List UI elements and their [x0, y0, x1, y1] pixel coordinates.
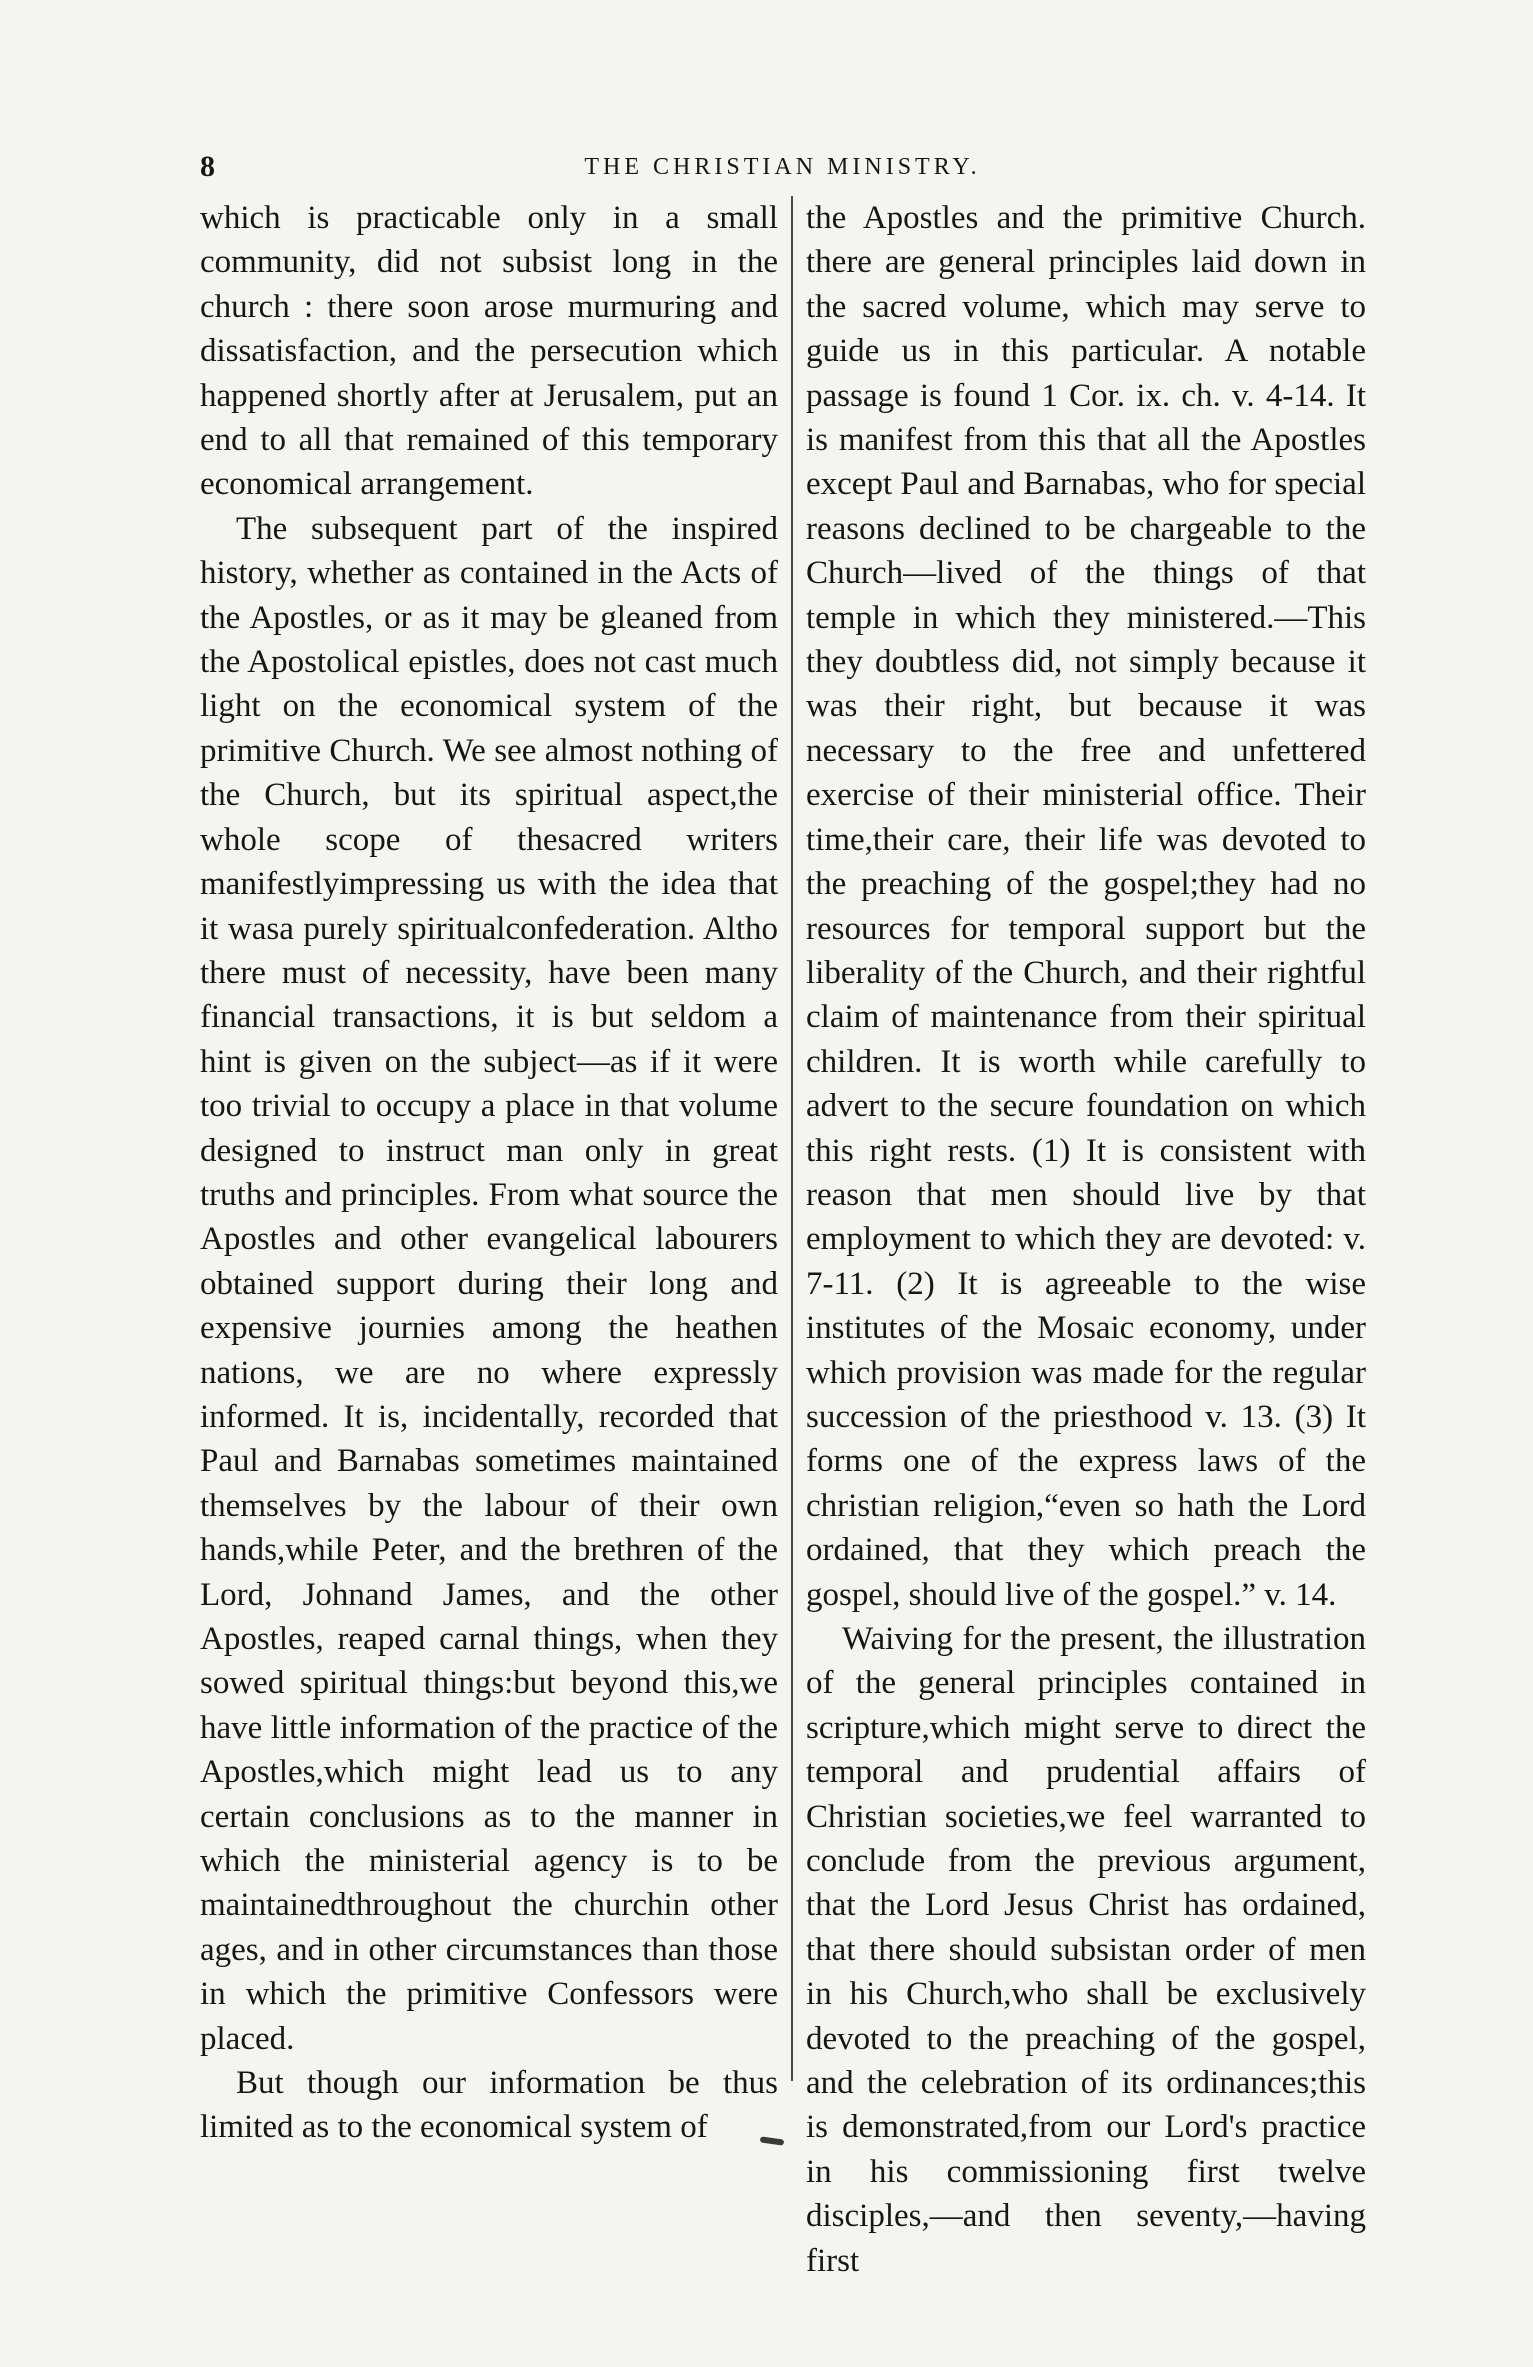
left-paragraph-2: The subsequent part of the inspired history, whether as contained in the Acts of the Apostles, or as it may be gleaned from the Apostolical epistles, does not cast much light on the economical system of the primitive Church. We see almost nothing of the Church, but its spiritual aspect,the whole scope of thesacred writers manifestlyimpressing us with the idea that it wasa purely spiritualconfederation. Altho there must of necessity, have been many financial transactions, it is but seldom a hint is given on the subject—as if it were too trivial to occupy a place in that volume designed to instruct man only in great truths and principles. From what source the Apostles and other evangelical labourers obtained support during their long and expensive journies among the heathen nations, we are no where expressly informed. It is, incidentally, recorded that Paul and Barnabas sometimes maintained themselves by the labour of their own hands,while Peter, and the brethren of the Lord, Johnand James, and the other Apostles, reaped carnal things, when they sowed spiritual things:but beyond this,we have little information of the practice of the Apostles,which might lead us to any certain conclusions as to the manner in which the ministerial agency is to be maintainedthroughout the churchin other ages, and in other circumstances than those in which the primitive Confessors were placed.: [200, 510, 778, 2057]
right-paragraph-2: Waiving for the present, the illustration of the general principles contained in scripture,which might serve to direct the temporal and prudential affairs of Christian societies,we feel warranted to conclude from the previous argument, that the Lord Jesus Christ has ordained, that there should subsistan order of men in his Church,who shall be exclusively devoted to the preaching of the gospel, and the celebration of its ordinances;this is demonstrated,from our Lord's practice in his commissioning first twelve disciples,—and then seventy,—having first: [806, 1621, 1366, 2279]
right-paragraph-1: the Apostles and the primitive Church. there are general principles laid down in the sacred volume, which may serve to guide us in this particular. A notable passage is found 1 Cor. ix. ch. v. 4-14. It is manifest from this that all the Apostles except Paul and Barnabas, who for special reasons declined to be chargeable to the Church—lived of the things of that temple in which they ministered.—This they doubtless did, not simply because it was their right, but because it was necessary to the free and unfettered exercise of their ministerial office. Their time,their care, their life was devoted to the preaching of the gospel;they had no resources for temporal support but the liberality of the Church, and their rightful claim of maintenance from their spiritual children. It is worth while carefully to advert to the secure foundation on which this right rests. (1) It is consistent with reason that men should live by that employment to which they are devoted: v. 7-11. (2) It is agreeable to the wise institutes of the Mosaic economy, under which provision was made for the regular succession of the priesthood v. 13. (3) It forms one of the express laws of the christian religion,“even so hath the Lord ordained, that they which preach the gospel, should live of the gospel.” v. 14.: [806, 200, 1366, 1613]
running-title: THE CHRISTIAN MINISTRY.: [584, 154, 981, 180]
page-number: 8: [200, 150, 215, 183]
column-divider: [791, 196, 793, 2081]
left-column: [200, 196, 778, 2146]
left-paragraph-1: which is practicable only in a small community, did not subsist long in the church : there soon arose murmuring and dissatisfaction, and the persecution which happened shortly after at Jerusalem, put an end to all that remained of this temporary economical arrangement.: [200, 200, 778, 503]
right-column: [806, 196, 1366, 2279]
left-paragraph-3: But though our information be thus limited as to the economical system of: [200, 2065, 778, 2146]
page-header: [200, 150, 1365, 190]
